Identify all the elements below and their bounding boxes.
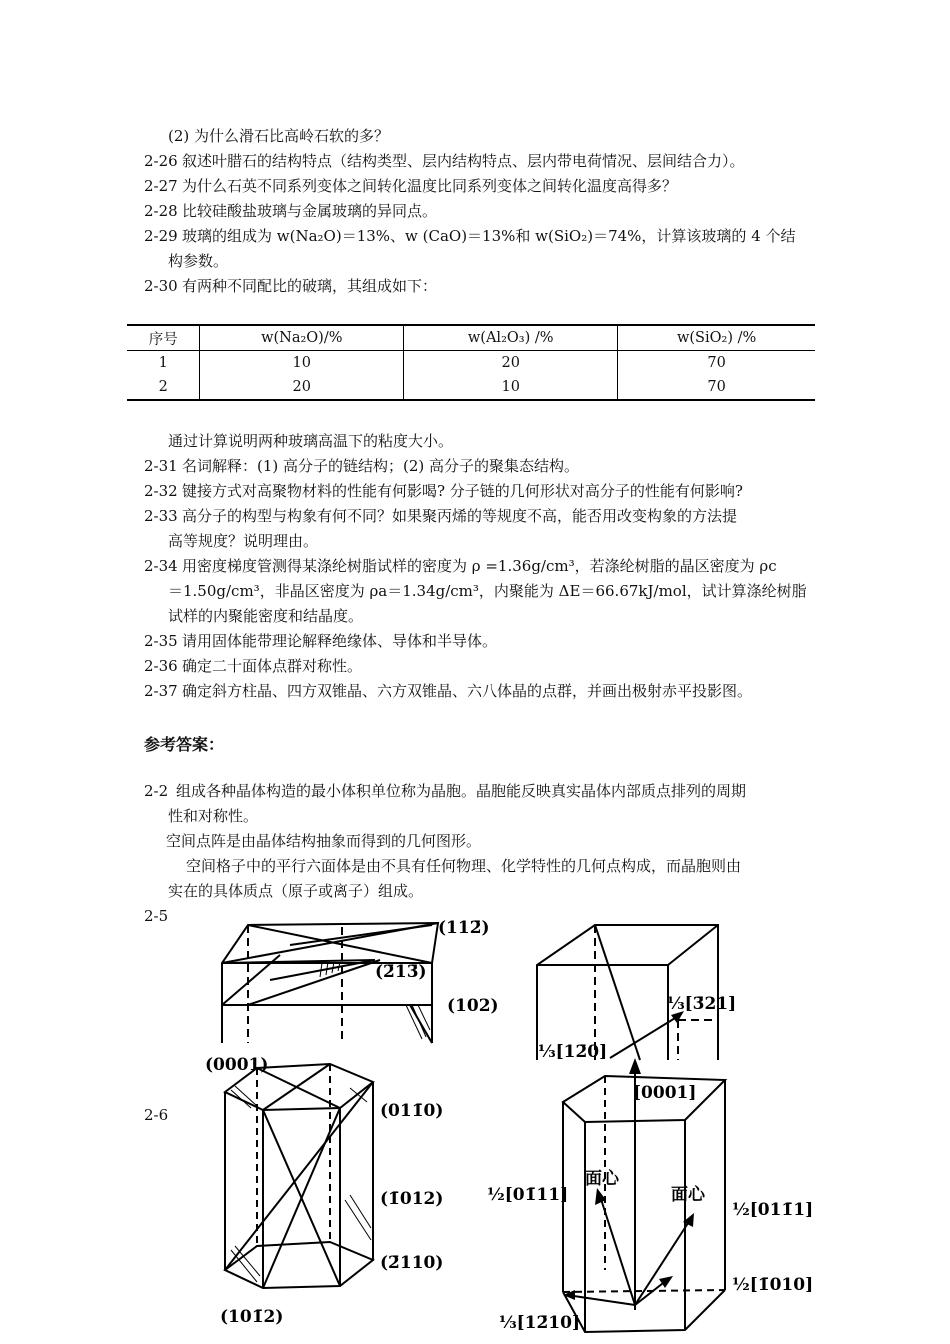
direction-label: [0001] <box>633 1083 697 1103</box>
table-cell: 2 <box>158 379 168 395</box>
table-cell: 1 <box>158 355 168 371</box>
plane-label: (2̄13̄) <box>375 962 427 982</box>
question-2-33-cont: 高等规度？说明理由。 <box>168 532 319 550</box>
question-2-27 <box>144 175 677 197</box>
question-2-35 <box>144 630 497 652</box>
table-cell: 20 <box>404 351 618 376</box>
figure-2-6 <box>195 1050 815 1342</box>
answer-number: 2-2 <box>144 782 169 800</box>
question-2-36 <box>144 655 362 677</box>
question-text: 玻璃的组成为 w(Na₂O)＝13%、w (CaO)＝13%和 w(SiO₂)＝74%，计算该玻璃的 4 个结 <box>182 227 796 245</box>
question-2-33 <box>144 505 737 527</box>
plane-label: (011̄0) <box>380 1101 444 1121</box>
question-number: 2-27 <box>144 177 178 195</box>
question-2-28 <box>144 200 437 222</box>
table-cell: 10 <box>404 375 618 400</box>
question-2-30-followup: 通过计算说明两种玻璃高温下的粘度大小。 <box>168 432 454 450</box>
question-text: 比较硅酸盐玻璃与金属玻璃的异同点。 <box>182 202 438 220</box>
direction-label: ½[01̄11] <box>487 1185 569 1205</box>
question-2-37 <box>144 680 752 702</box>
table-cell: 70 <box>618 351 815 376</box>
question-text: 名词解释：(1) 高分子的链结构；(2) 高分子的聚集态结构。 <box>182 457 580 475</box>
glass-composition-table <box>127 324 815 401</box>
plane-label: (112̄) <box>438 918 490 938</box>
question-2-26 <box>144 150 745 172</box>
question-number: 2-29 <box>144 227 178 245</box>
direction-label: ⅓[3̄21] <box>667 994 737 1014</box>
question-text: 高分子的构型与构象有何不同？如果聚丙烯的等规度不高，能否用改变构象的方法提 <box>182 507 738 525</box>
table-header-cell: w(Al₂O₃) /% <box>404 325 618 351</box>
question-number: 2-35 <box>144 632 178 650</box>
table-row <box>127 375 815 400</box>
question-number: 2-37 <box>144 682 178 700</box>
question-2-30 <box>144 275 437 297</box>
answer-2-2-cell-cont: 实在的具体质点（原子或离子）组成。 <box>168 882 424 900</box>
answer-2-6-number: 2-6 <box>144 1106 169 1124</box>
answers-heading: 参考答案： <box>144 735 225 754</box>
answer-2-2 <box>144 780 746 802</box>
question-text: 用密度梯度管测得某涤纶树脂试样的密度为 ρ =1.36g/cm³，若涤纶树脂的晶区密度为 ρc <box>182 557 777 575</box>
direction-label: ⅓[12̄0] <box>538 1042 608 1062</box>
question-2-29 <box>144 225 796 247</box>
plane-label: (101̄2) <box>220 1307 284 1327</box>
face-center-label: 面心 <box>671 1185 705 1205</box>
table-header-row <box>127 325 815 351</box>
direction-label: ½[1̄010] <box>732 1275 814 1295</box>
question-number: 2-36 <box>144 657 178 675</box>
table-row <box>127 351 815 376</box>
plane-label: (0001) <box>205 1055 269 1075</box>
question-text: 有两种不同配比的破璃，其组成如下： <box>182 277 438 295</box>
table-header-cell: 序号 <box>127 325 200 351</box>
question-number: 2-26 <box>144 152 178 170</box>
question-text: 为什么石英不同系列变体之间转化温度比同系列变体之间转化温度高得多？ <box>182 177 678 195</box>
answer-2-5-number: 2-5 <box>144 907 169 925</box>
question-text: 键接方式对高聚物材料的性能有何影喝? 分子链的几何形状对高分子的性能有何影响? <box>182 482 743 500</box>
question-2-31 <box>144 455 579 477</box>
question-2-29-cont: 构参数。 <box>168 252 229 270</box>
question-2-34-cont2: 试样的内聚能密度和结晶度。 <box>168 607 364 625</box>
plane-label: (2̄110) <box>380 1253 444 1273</box>
answer-text: 组成各种晶体构造的最小体积单位称为晶胞。晶胞能反映真实晶体内部质点排列的周期 <box>176 782 747 800</box>
question-2-34 <box>144 555 777 577</box>
table-cell: 20 <box>200 375 404 400</box>
question-number: 2-33 <box>144 507 178 525</box>
question-text: 确定二十面体点群对称性。 <box>182 657 363 675</box>
question-number: 2-31 <box>144 457 178 475</box>
face-center-label: 面心 <box>585 1169 619 1189</box>
table-header-cell: w(SiO₂) /% <box>618 325 815 351</box>
answer-2-2-lattice: 空间点阵是由晶体结构抽象而得到的几何图形。 <box>166 832 482 850</box>
table-cell: 70 <box>618 375 815 400</box>
direction-label: ½[011̄1] <box>732 1200 814 1220</box>
question-number: 2-30 <box>144 277 178 295</box>
question-2-32 <box>144 480 743 502</box>
question-text: 确定斜方柱晶、四方双锥晶、六方双锥晶、六八体晶的点群，并画出极射赤平投影图。 <box>182 682 753 700</box>
table-header-cell: w(Na₂O)/% <box>200 325 404 351</box>
question-number: 2-32 <box>144 482 178 500</box>
plane-label: (102) <box>447 996 499 1016</box>
question-2-34-cont: ＝1.50g/cm³，非晶区密度为 ρa＝1.34g/cm³，内聚能为 ΔE＝66.67kJ/mol，试计算涤纶树脂 <box>168 582 807 600</box>
plane-label: (1̄012) <box>380 1189 444 1209</box>
direction-label: ⅓[12̄10] <box>499 1313 580 1333</box>
question-2-25-part2: (2) 为什么滑石比高岭石软的多？ <box>168 127 390 145</box>
answer-2-2-cont: 性和对称性。 <box>168 807 259 825</box>
question-text: 叙述叶腊石的结构特点（结构类型、层内结构特点、层内带电荷情况、层间结合力）。 <box>182 152 745 170</box>
question-number: 2-28 <box>144 202 178 220</box>
figure-2-5 <box>200 905 820 1065</box>
answer-2-2-cell: 空间格子中的平行六面体是由不具有任何物理、化学特性的几何点构成，而晶胞则由 <box>186 857 742 875</box>
question-number: 2-34 <box>144 557 178 575</box>
question-text: 请用固体能带理论解释绝缘体、导体和半导体。 <box>182 632 498 650</box>
table-cell: 10 <box>200 351 404 376</box>
